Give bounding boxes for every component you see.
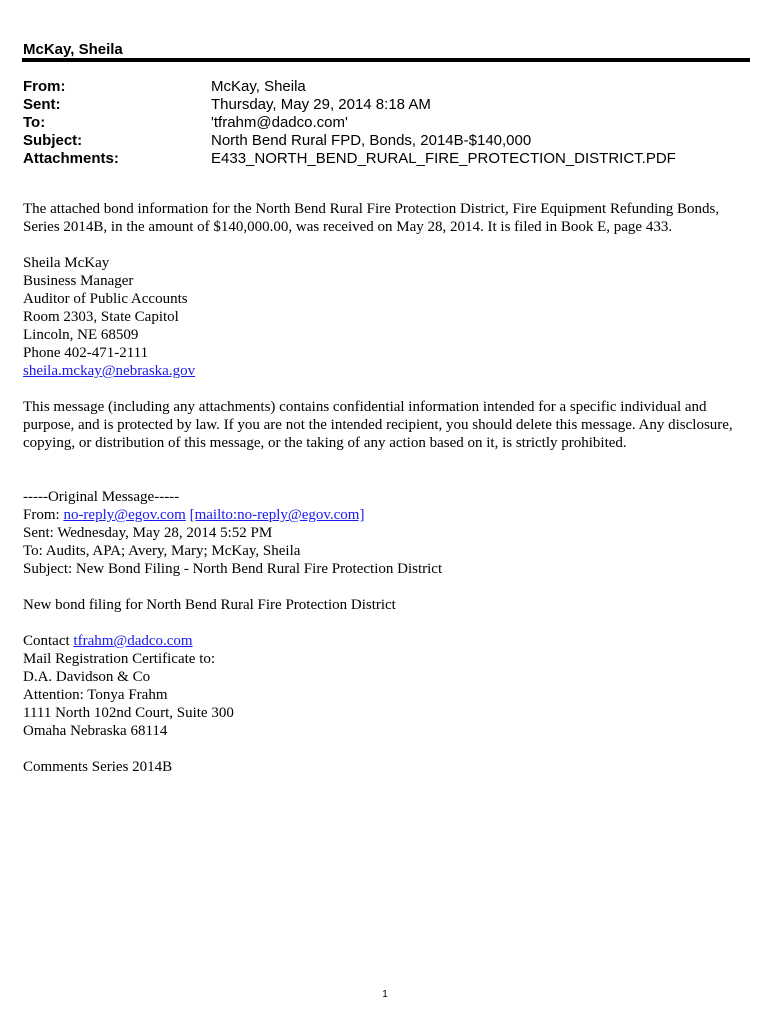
disclaimer-paragraph: This message (including any attachments) contains confidential information intended for a specific individual and purpose, and is protected by law. If you are not the intended recipient, you should delete this message. Any disclosure, copying, or distribution of this message, or the taking of any action based on it, is strictly prohibited. <box>23 399 733 451</box>
header-rule <box>22 58 750 62</box>
original-divider: -----Original Message----- <box>23 489 180 505</box>
original-sent: Sent: Wednesday, May 28, 2014 5:52 PM <box>23 525 273 541</box>
signature-email-link[interactable]: sheila.mckay@nebraska.gov <box>23 363 196 379</box>
document-owner: McKay, Sheila <box>23 41 123 58</box>
city-line: Omaha Nebraska 68114 <box>23 723 168 739</box>
email-header-fields <box>23 78 750 168</box>
mail-registration-line: Mail Registration Certificate to: <box>23 651 216 667</box>
attachments-label: Attachments: <box>23 150 119 167</box>
street-line: 1111 North 102nd Court, Suite 300 <box>23 705 234 721</box>
subject-label: Subject: <box>23 132 83 149</box>
signature-block <box>23 254 750 380</box>
sent-row <box>23 96 750 114</box>
from-label: From: <box>23 78 66 95</box>
contact-line <box>23 632 750 650</box>
to-label: To: <box>23 114 46 131</box>
email-body <box>23 200 750 776</box>
signature-phone: Phone 402-471-2111 <box>23 345 149 361</box>
subject-row <box>23 132 750 150</box>
subject-value: North Bend Rural FPD, Bonds, 2014B-$140,000 <box>211 132 532 149</box>
signature-name: Sheila McKay <box>23 255 110 271</box>
original-filing-line: New bond filing for North Bend Rural Fire Protection District <box>23 597 396 613</box>
attachments-row <box>23 150 750 168</box>
signature-title: Business Manager <box>23 273 134 289</box>
signature-room: Room 2303, State Capitol <box>23 309 179 325</box>
intro-paragraph: The attached bond information for the North Bend Rural Fire Protection District, Fire Equipment Refunding Bonds, Series 2014B, in the amount of $140,000.00, was received on May 28, 2014. It is filed in Book E, page 433. <box>23 201 720 235</box>
original-to: To: Audits, APA; Avery, Mary; McKay, Sheila <box>23 543 301 559</box>
signature-office: Auditor of Public Accounts <box>23 291 188 307</box>
original-from-email-link[interactable]: no-reply@egov.com <box>63 507 186 523</box>
page-number: 1 <box>382 989 388 1000</box>
original-message <box>23 488 750 776</box>
from-value: McKay, Sheila <box>211 78 306 95</box>
from-row <box>23 78 750 96</box>
original-subject: Subject: New Bond Filing - North Bend Rural Fire Protection District <box>23 561 443 577</box>
sent-label: Sent: <box>23 96 61 113</box>
original-from-line <box>23 506 750 524</box>
to-value: 'tfrahm@dadco.com' <box>211 114 348 131</box>
contact-label: Contact <box>23 633 74 649</box>
original-mailto-link[interactable]: [mailto:no-reply@egov.com] <box>189 507 365 523</box>
company-line: D.A. Davidson & Co <box>23 669 151 685</box>
attention-line: Attention: Tonya Frahm <box>23 687 168 703</box>
to-row <box>23 114 750 132</box>
sent-value: Thursday, May 29, 2014 8:18 AM <box>211 96 431 113</box>
contact-email-link[interactable]: tfrahm@dadco.com <box>73 633 193 649</box>
comments-line: Comments Series 2014B <box>23 759 173 775</box>
signature-city: Lincoln, NE 68509 <box>23 327 139 343</box>
original-from-label: From: <box>23 507 64 523</box>
attachment-filename[interactable]: E433_NORTH_BEND_RURAL_FIRE_PROTECTION_DISTRICT.PDF <box>211 150 676 167</box>
